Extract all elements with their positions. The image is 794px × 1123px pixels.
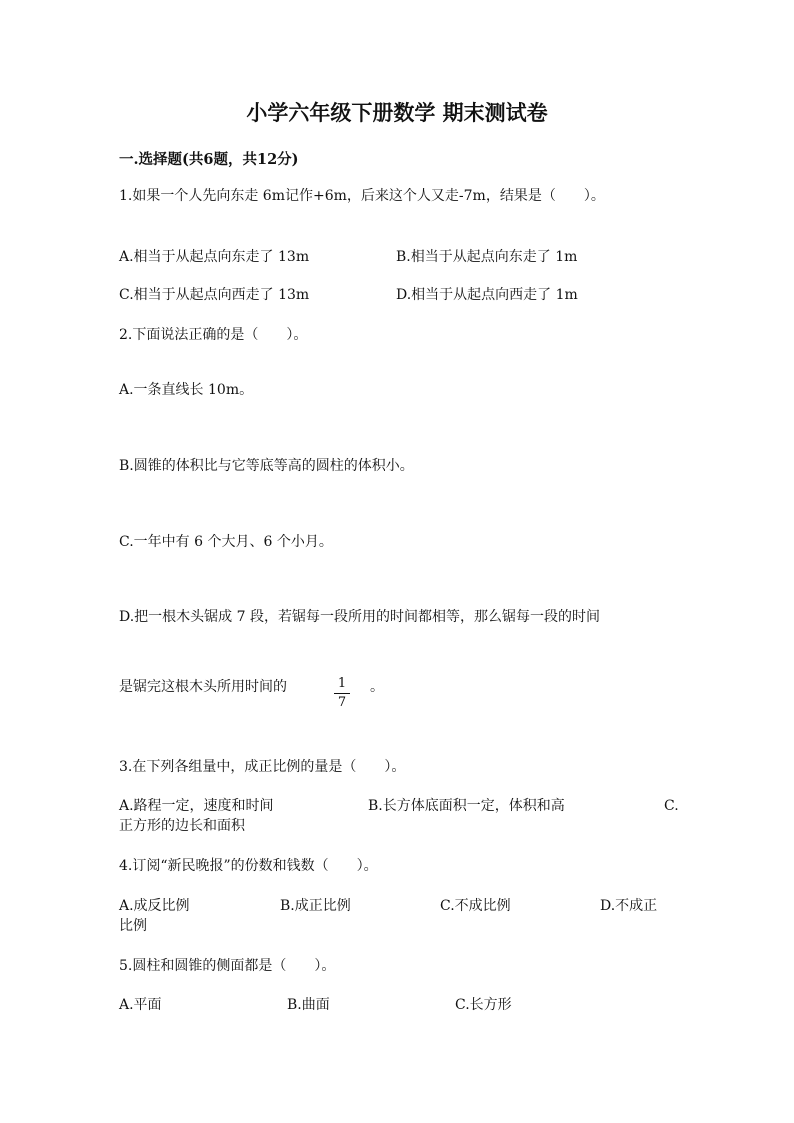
question-2-option-c: C.一年中有 6 个大月、6 个小月。 xyxy=(119,534,333,550)
section-heading: 一.选择题(共6题，共12分) xyxy=(119,151,299,168)
question-2-option-a: A.一条直线长 10m。 xyxy=(119,382,254,398)
question-1-stem: 1.如果一个人先向东走 6m记作+6m，后来这个人又走-7m，结果是（ ）。 xyxy=(119,188,605,204)
question-3-option-b: B.长方体底面积一定，体积和高 xyxy=(368,798,565,814)
question-4-option-a: A.成反比例 xyxy=(119,898,190,914)
fraction-denominator: 7 xyxy=(337,695,347,710)
question-5-option-a: A.平面 xyxy=(119,997,162,1013)
question-5-option-c: C.长方形 xyxy=(455,997,512,1013)
question-1-option-a: A.相当于从起点向东走了 13m xyxy=(119,249,310,265)
question-4-option-c: C.不成比例 xyxy=(440,898,511,914)
question-4-stem: 4.订阅“新民晚报”的份数和钱数（ ）。 xyxy=(119,858,378,874)
question-2-option-d-continuation: 是锯完这根木头所用时间的 xyxy=(119,679,287,695)
question-3-stem: 3.在下列各组量中，成正比例的量是（ ）。 xyxy=(119,759,406,775)
question-1-option-d: D.相当于从起点向西走了 1m xyxy=(396,287,578,303)
question-3-option-c: C. xyxy=(664,798,679,814)
fraction-numerator: 1 xyxy=(337,676,347,691)
fraction-bar xyxy=(334,693,350,694)
page-title: 小学六年级下册数学 期末测试卷 xyxy=(246,100,548,125)
fraction-one-seventh xyxy=(334,676,350,711)
question-5-stem: 5.圆柱和圆锥的侧面都是（ ）。 xyxy=(119,958,336,974)
question-2-option-d: D.把一根木头锯成 7 段，若锯每一段所用的时间都相等，那么锯每一段的时间 xyxy=(119,609,600,625)
question-5-option-b: B.曲面 xyxy=(287,997,330,1013)
question-4-option-d-continuation: 比例 xyxy=(119,918,147,934)
question-3-option-a: A.路程一定，速度和时间 xyxy=(119,798,274,814)
question-2-option-d-end: 。 xyxy=(370,679,384,695)
question-3-option-c-continuation: 正方形的边长和面积 xyxy=(119,818,245,834)
question-4-option-d: D.不成正 xyxy=(600,898,658,914)
question-2-stem: 2.下面说法正确的是（ ）。 xyxy=(119,327,308,343)
question-1-option-b: B.相当于从起点向东走了 1m xyxy=(396,249,578,265)
question-4-option-b: B.成正比例 xyxy=(280,898,351,914)
question-2-option-b: B.圆锥的体积比与它等底等高的圆柱的体积小。 xyxy=(119,458,414,474)
question-1-option-c: C.相当于从起点向西走了 13m xyxy=(119,287,310,303)
